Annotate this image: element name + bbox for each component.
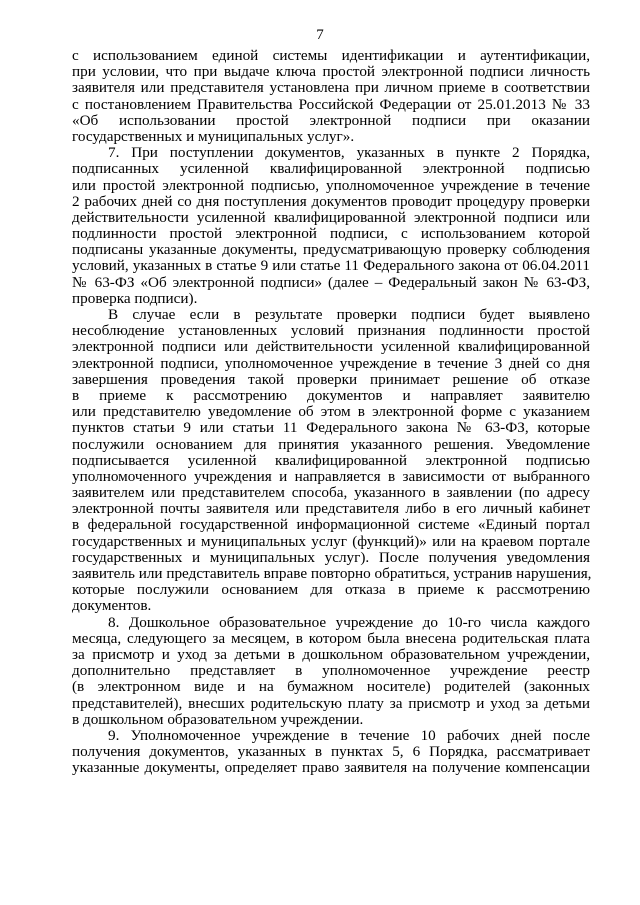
text-line: заявителя или представителя установлена при личном приеме в соответствии <box>72 79 590 97</box>
text-line: послужили основанием для принятия указанного решения. Уведомление <box>72 435 590 453</box>
text-line: государственных и муниципальных услуг (функций)» или на краевом портале <box>72 532 590 550</box>
paragraph-p4-item-8 <box>72 615 590 728</box>
text-line: 2 рабочих дней со дня поступления документов проводит процедуру проверки <box>72 192 590 210</box>
text-line: которые послужили основанием для отказа в приеме к рассмотрению <box>72 581 590 599</box>
text-line: получения документов, указанных в пунктах 5, 6 Порядка, рассматривает <box>72 743 590 761</box>
text-line: электронной почты заявителя или представителя либо в его личный кабинет <box>72 500 590 518</box>
text-line: уполномоченного учреждения и направляется в зависимости от выбранного <box>72 467 590 485</box>
paragraph-p2-item-7 <box>72 145 590 307</box>
text-line: электронной подписи или действительности усиленной квалифицированной <box>72 338 590 356</box>
page-number: 7 <box>316 27 324 43</box>
text-line: месяца, следующего за месяцем, в котором была внесена родительская плата <box>72 629 590 647</box>
text-line: (в электронном виде и на бумажном носителе) родителей (законных <box>72 678 590 696</box>
text-line: или простой электронной подписью, уполномоченное учреждение в течение <box>72 176 590 194</box>
text-line: с постановлением Правительства Российской Федерации от 25.01.2013 № 33 <box>72 95 590 113</box>
text-line: указанные документы, определяет право заявителя на получение компенсации <box>72 759 590 777</box>
text-line: в дошкольном образовательном учреждении. <box>72 710 364 728</box>
text-line: представителей), внесших родительскую плату за присмотр и уход за детьми <box>72 694 590 712</box>
text-line: заявителем или представителем способа, указанного в заявлении (по адресу <box>72 484 590 502</box>
text-line: завершения проведения такой проверки принимает решение об отказе <box>72 370 590 388</box>
text-line: электронной подписи, уполномоченное учреждение в течение 3 дней со дня <box>72 354 590 372</box>
text-line: в федеральной государственной информационной системе «Единый портал <box>72 516 590 534</box>
text-line: подписанных усиленной квалифицированной электронной подписью <box>72 160 590 178</box>
text-line: в приеме к рассмотрению документов и направляет заявителю <box>72 386 590 404</box>
text-line: действительности усиленной квалифицированной электронной подписи или <box>72 208 590 226</box>
text-line: 9. Уполномоченное учреждение в течение 10 рабочих дней после <box>108 726 590 744</box>
text-line: пунктов статьи 9 или статьи 11 Федерального закона № 63-ФЗ, которые <box>72 419 590 437</box>
text-line: с использованием единой системы идентификации и аутентификации, <box>72 47 590 64</box>
text-line: В случае если в результате проверки подписи будет выявлено <box>108 306 590 323</box>
text-line: при условии, что при выдаче ключа простой электронной подписи личность <box>72 63 590 81</box>
text-line: заявитель или представитель вправе повторно обратиться, устранив нарушения, <box>72 565 592 582</box>
text-line: дополнительно представляет в уполномоченное учреждение реестр <box>72 662 590 680</box>
text-line: подлинности простой электронной подписи, с использованием которой <box>72 225 590 243</box>
text-line: или представителю уведомление об этом в электронной форме с указанием <box>72 403 590 421</box>
text-line: «Об использовании простой электронной подписи при оказании <box>72 111 590 129</box>
text-line: за присмотр и уход за детьми в дошкольном образовательном учреждении, <box>72 645 590 663</box>
text-line: государственных и муниципальных услуг». <box>72 127 355 145</box>
paragraph-p1-continuation <box>72 48 590 145</box>
text-line: несоблюдение установленных условий признания подлинности простой <box>72 322 590 340</box>
text-line: условий, указанных в статье 9 или статье 11 Федерального закона от 06.04.2011 <box>72 257 590 275</box>
text-line: 7. При поступлении документов, указанных в пункте 2 Порядка, <box>108 144 590 162</box>
paragraph-p3-check-result <box>72 307 590 615</box>
paragraph-p5-item-9 <box>72 728 590 777</box>
text-line: подписаны указанные документы, предусматривающую проверку соблюдения <box>72 241 590 259</box>
text-line: проверка подписи). <box>72 289 198 307</box>
text-line: государственных и муниципальных услуг). После получения уведомления <box>72 548 590 566</box>
text-line: № 63-ФЗ «Об электронной подписи» (далее – Федеральный закон № 63-ФЗ, <box>72 273 590 291</box>
text-line: 8. Дошкольное образовательное учреждение до 10-го числа каждого <box>108 613 590 631</box>
document-body <box>72 48 590 776</box>
text-line: документов. <box>72 597 152 615</box>
text-line: подписывается усиленной квалифицированной электронной подписью <box>72 451 590 469</box>
